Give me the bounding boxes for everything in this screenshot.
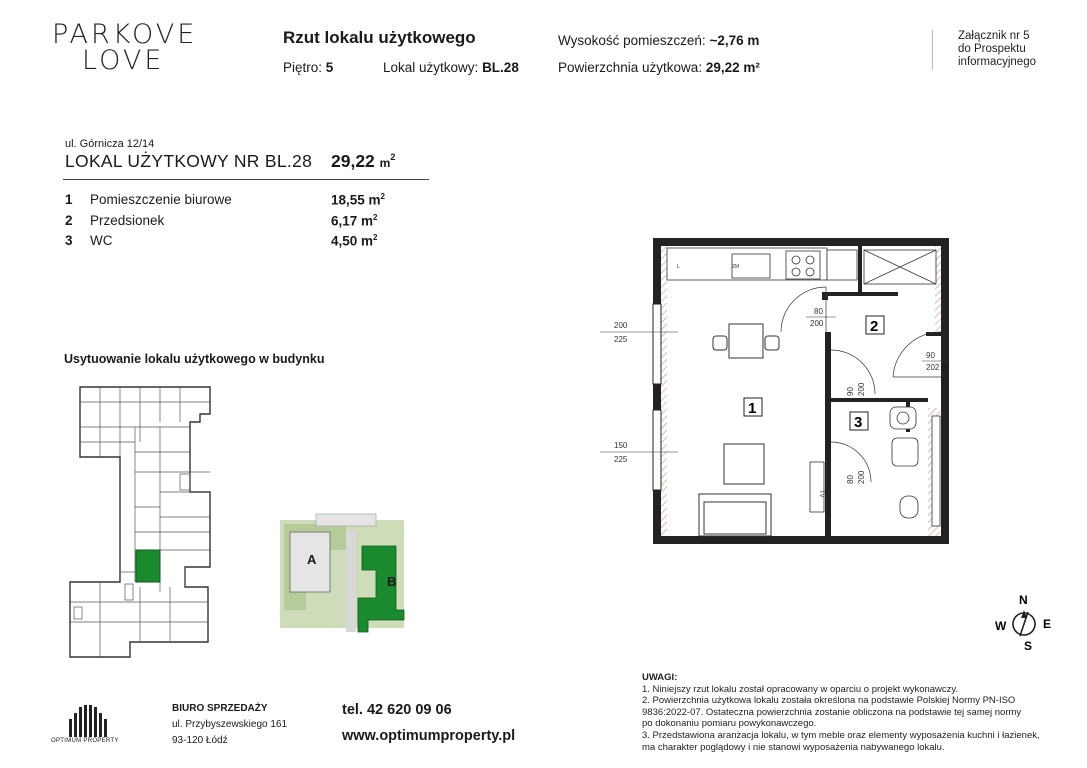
kitchen-fridge-label: L: [677, 264, 680, 270]
sales-website-link[interactable]: www.optimumproperty.pl: [342, 728, 516, 744]
room-1-label: 1: [748, 400, 757, 417]
floor-value: 5: [325, 60, 334, 75]
door-a-top-dim: 90: [846, 387, 855, 396]
room-number: 2: [65, 213, 73, 228]
summary-divider: [63, 179, 429, 180]
unit-label: Lokal użytkowy:: [383, 60, 479, 75]
room-area: 18,55 $m^2$: [331, 192, 385, 208]
compass-south-label: S: [1024, 639, 1033, 652]
tv-label: TV: [818, 490, 824, 498]
sales-street: ul. Przybyszewskiego 161: [172, 719, 288, 730]
room-number: 3: [65, 233, 73, 248]
header-divider: [932, 30, 933, 70]
document-title: Rzut lokalu użytkowego: [283, 28, 476, 47]
annex-line2: do Prospektu: [958, 43, 1026, 55]
room-name: Przedsionek: [90, 213, 165, 228]
area-info: [558, 60, 760, 75]
kitchen-dishwasher-label: ZM: [732, 264, 740, 270]
note-line: po dokonaniu pomiaru powykonawczego.: [642, 718, 817, 730]
room-row: [65, 213, 395, 231]
building-a-label: A: [307, 552, 317, 567]
area-value: 29,22 m²: [705, 60, 760, 75]
sales-city: 93-120 Łódź: [172, 735, 228, 746]
floor-label: Piętro:: [283, 60, 323, 75]
compass-east-label: E: [1043, 617, 1052, 631]
unit-floor-plan: [596, 232, 976, 552]
window1-bottom-dim: 225: [614, 335, 628, 344]
brand-line2: LOVE: [82, 45, 165, 76]
room-name: Pomieszczenie biurowe: [90, 192, 232, 207]
unit-address: ul. Górnicza 12/14: [65, 138, 155, 150]
unit-area-unit: m: [379, 156, 391, 170]
highlighted-unit: [136, 550, 160, 582]
height-value: ~2,76 m: [709, 33, 760, 48]
unit-total-area: 29,22 $m^2$: [331, 151, 396, 171]
unit-info: [383, 60, 519, 75]
room-area: 6,17 $m^2$: [331, 213, 378, 229]
note-line: ma charakter poglądowy i nie stanowi wyposażenia nabywanego lokalu.: [642, 741, 945, 753]
unit-value: BL.28: [482, 60, 519, 75]
height-info: [558, 33, 759, 48]
window1-top-dim: 200: [614, 321, 628, 330]
right-door-bottom-dim: 202: [926, 363, 940, 372]
annex-line3: informacyjnego: [958, 56, 1036, 68]
floor-info: [283, 60, 333, 75]
entry-door-bottom-dim: 200: [810, 319, 824, 328]
door-a-bottom-dim: 200: [857, 382, 866, 396]
area-label: Powierzchnia użytkowa:: [558, 60, 703, 75]
brand-line1: PARKOVE: [52, 19, 198, 50]
wc-door-top-dim: 80: [846, 475, 855, 484]
sales-phone[interactable]: tel. 42 620 09 06: [342, 702, 452, 718]
window2-top-dim: 150: [614, 441, 628, 450]
room-3-label: 3: [854, 414, 863, 431]
wc-door-bottom-dim: 200: [857, 470, 866, 484]
sales-office-title: BIURO SPRZEDAŻY: [172, 703, 268, 714]
building-b-label: B: [387, 574, 397, 589]
note-line: 2. Powierzchnia użytkowa lokalu została określona na podstawie Polskiej Normy PN-ISO: [642, 695, 1016, 707]
brand-logo: [52, 19, 198, 76]
entry-door-top-dim: 80: [814, 307, 823, 316]
room-row: [65, 192, 395, 210]
site-plan: [276, 510, 412, 636]
optimum-property-label: OPTIMUM PROPERTY: [51, 738, 119, 744]
room-row: [65, 233, 395, 251]
window2-bottom-dim: 225: [614, 455, 628, 464]
height-label: Wysokość pomieszczeń:: [558, 33, 706, 48]
room-name: WC: [90, 233, 113, 248]
note-line: 9836:2022-07. Ostateczna powierzchnia zostanie obliczona na podstawie tej samej normy: [642, 706, 1022, 718]
unit-title: LOKAL UŻYTKOWY NR BL.28: [65, 151, 313, 171]
notes: [642, 672, 1062, 753]
room-number: 1: [65, 192, 73, 207]
room-2-label: 2: [870, 318, 879, 335]
note-line: 3. Przedstawiona aranżacja lokalu, w tym meble oraz elementy wyposażenia kuchni i łazienek,: [642, 729, 1040, 741]
room-area: 4,50 $m^2$: [331, 233, 378, 249]
unit-area-number: 29,22: [331, 151, 375, 171]
notes-title: UWAGI:: [642, 672, 678, 683]
note-line: 1. Niniejszy rzut lokalu został opracowany w oparciu o projekt wykonawczy.: [642, 683, 959, 695]
compass-north-label: N: [1019, 593, 1028, 607]
compass-west-label: W: [995, 619, 1007, 633]
building-floor-plan: [60, 382, 220, 664]
right-door-top-dim: 90: [926, 351, 935, 360]
compass: [994, 592, 1054, 652]
annex-note: [958, 30, 1036, 69]
location-title: Usytuowanie lokalu użytkowego w budynku: [64, 352, 325, 366]
annex-line1: Załącznik nr 5: [958, 30, 1030, 42]
